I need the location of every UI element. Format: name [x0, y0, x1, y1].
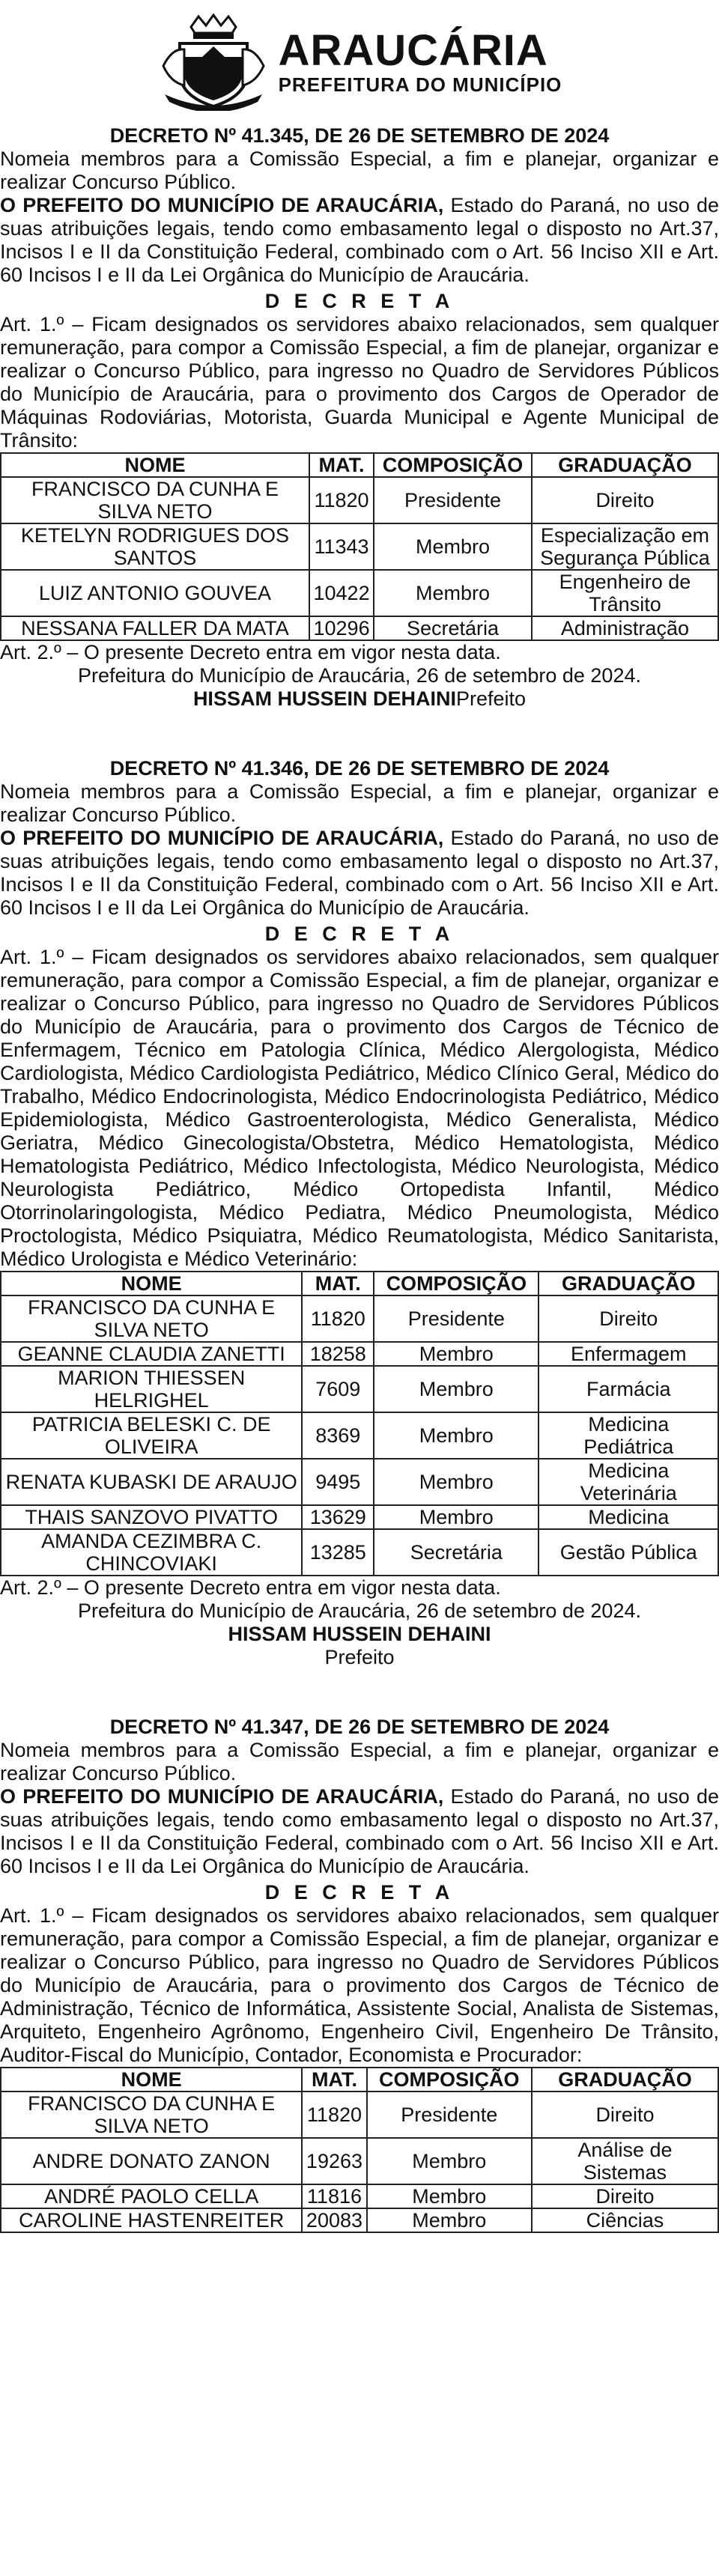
mat-cell: 9495 — [302, 1459, 374, 1505]
table-row — [1, 1529, 718, 1576]
header-cell: MAT. — [302, 1272, 374, 1295]
degree-cell: Medicina Pediátrica — [539, 1412, 718, 1459]
decree-preamble — [0, 194, 719, 287]
header-cell: MAT. — [302, 2068, 366, 2092]
preamble-bold: O PREFEITO DO MUNICÍPIO DE ARAUCÁRIA, — [0, 827, 444, 849]
degree-cell: Direito — [532, 2184, 718, 2208]
mat-cell: 7609 — [302, 1366, 374, 1412]
name-cell: ANDRE DONATO ZANON — [1, 2138, 302, 2184]
name-cell: NESSANA FALLER DA MATA — [1, 616, 309, 640]
mat-cell: 19263 — [302, 2138, 366, 2184]
degree-cell: Análise de Sistemas — [532, 2138, 718, 2184]
signer-role: Prefeito — [455, 687, 527, 710]
header-cell: COMPOSIÇÃO — [374, 453, 532, 477]
table-header-row — [1, 1272, 718, 1295]
table-row — [1, 523, 718, 570]
mat-cell: 18258 — [302, 1342, 374, 1366]
degree-cell: Medicina Veterinária — [539, 1459, 718, 1505]
header-cell: MAT. — [309, 453, 374, 477]
composition-cell: Membro — [374, 1342, 539, 1366]
preamble-text: Estado do Paraná, no uso de suas atribuições legais, tendo como embasamento legal o disposto no Art.37, Incisos I e II da Constituição Federal, combinado com o Art. 56 Inciso XII e Art. 60 Incisos I e II da Lei Orgânica do Município de Araucária. — [0, 1785, 719, 1877]
members-table — [0, 2067, 719, 2233]
table-row — [1, 1412, 718, 1459]
composition-cell: Membro — [374, 1459, 539, 1505]
name-cell: AMANDA CEZIMBRA C. CHINCOVIAKI — [1, 1529, 302, 1576]
decree-preamble — [0, 827, 719, 920]
header-cell: NOME — [1, 453, 309, 477]
table-row — [1, 1342, 718, 1366]
table-row — [1, 1295, 718, 1342]
name-cell: CAROLINE HASTENREITER — [1, 2208, 302, 2232]
table-row — [1, 570, 718, 616]
name-cell: GEANNE CLAUDIA ZANETTI — [1, 1342, 302, 1366]
composition-cell: Membro — [367, 2184, 532, 2208]
article-2: Art. 2.º – O presente Decreto entra em vigor nesta data. — [0, 1576, 501, 1599]
decreta-heading: D E C R E T A — [264, 923, 455, 945]
mat-cell: 8369 — [302, 1412, 374, 1459]
header-cell: GRADUAÇÃO — [532, 453, 718, 477]
composition-cell: Membro — [374, 523, 532, 570]
brand-name: ARAUCÁRIA — [278, 25, 548, 75]
decreta-heading: D E C R E T A — [264, 1881, 455, 1904]
mat-cell: 11816 — [302, 2184, 366, 2208]
mat-cell: 10422 — [309, 570, 374, 616]
name-cell: FRANCISCO DA CUNHA E SILVA NETO — [1, 1295, 302, 1342]
header-cell: NOME — [1, 2068, 302, 2092]
mat-cell: 11343 — [309, 523, 374, 570]
degree-cell: Direito — [532, 2092, 718, 2138]
members-table — [0, 452, 719, 641]
members-table — [0, 1271, 719, 1576]
degree-cell: Direito — [532, 477, 718, 523]
degree-cell: Enfermagem — [539, 1342, 718, 1366]
table-row — [1, 2138, 718, 2184]
masthead — [0, 6, 719, 118]
table-row — [1, 1459, 718, 1505]
signer-role: Prefeito — [324, 1646, 395, 1668]
composition-cell: Membro — [374, 1366, 539, 1412]
degree-cell: Administração — [532, 616, 718, 640]
name-cell: ANDRÉ PAOLO CELLA — [1, 2184, 302, 2208]
degree-cell: Direito — [539, 1295, 718, 1342]
decree-preamble — [0, 1785, 719, 1878]
composition-cell: Membro — [374, 1505, 539, 1529]
table-row — [1, 1366, 718, 1412]
mat-cell: 13629 — [302, 1505, 374, 1529]
mat-cell: 11820 — [302, 1295, 374, 1342]
name-cell: FRANCISCO DA CUNHA E SILVA NETO — [1, 477, 309, 523]
place-date: Prefeitura do Município de Araucária, 26 de setembro de 2024. — [78, 1600, 641, 1622]
mat-cell: 20083 — [302, 2208, 366, 2232]
article-1: Art. 1.º – Ficam designados os servidores abaixo relacionados, sem qualquer remuneração, para compor a Comissão Especial, a fim de planejar, organizar e realizar o Concurso Público, para ingresso no Quadro de Servidores Públicos do Município de Araucária, para o provimento dos Cargos de Operador de Máquinas Rodoviárias, Motorista, Guarda Municipal e Agente Municipal de Trânsito: — [0, 313, 719, 452]
preamble-text: Estado do Paraná, no uso de suas atribuições legais, tendo como embasamento legal o disposto no Art.37, Incisos I e II da Constituição Federal, combinado com o Art. 56 Inciso XII e Art. 60 Incisos I e II da Lei Orgânica do Município de Araucária. — [0, 194, 719, 286]
name-cell: FRANCISCO DA CUNHA E SILVA NETO — [1, 2092, 302, 2138]
table-row — [1, 2092, 718, 2138]
signer-name: HISSAM HUSSEIN DEHAINI — [228, 1623, 491, 1645]
table-row — [1, 1505, 718, 1529]
degree-cell: Ciências — [532, 2208, 718, 2232]
decree-41346 — [0, 757, 719, 1669]
preamble-bold: O PREFEITO DO MUNICÍPIO DE ARAUCÁRIA, — [0, 194, 444, 216]
header-cell: COMPOSIÇÃO — [374, 1272, 539, 1295]
degree-cell: Medicina — [539, 1505, 718, 1529]
table-header-row — [1, 2068, 718, 2092]
header-cell: GRADUAÇÃO — [539, 1272, 718, 1295]
header-cell: NOME — [1, 1272, 302, 1295]
decree-summary: Nomeia membros para a Comissão Especial, a fim e planejar, organizar e realizar Concurso Público. — [0, 1739, 719, 1784]
decree-summary: Nomeia membros para a Comissão Especial, a fim e planejar, organizar e realizar Concurso Público. — [0, 780, 719, 826]
decree-title: DECRETO Nº 41.347, DE 26 DE SETEMBRO DE 2024 — [109, 1716, 610, 1738]
article-2: Art. 2.º – O presente Decreto entra em vigor nesta data. — [0, 641, 501, 663]
decree-title: DECRETO Nº 41.346, DE 26 DE SETEMBRO DE 2024 — [109, 757, 610, 780]
composition-cell: Presidente — [374, 1295, 539, 1342]
mat-cell: 10296 — [309, 616, 374, 640]
preamble-bold: O PREFEITO DO MUNICÍPIO DE ARAUCÁRIA, — [0, 1785, 444, 1808]
name-cell: PATRICIA BELESKI C. DE OLIVEIRA — [1, 1412, 302, 1459]
composition-cell: Secretária — [374, 1529, 539, 1576]
table-row — [1, 477, 718, 523]
article-1: Art. 1.º – Ficam designados os servidores abaixo relacionados, sem qualquer remuneração, para compor a Comissão Especial, a fim de planejar, organizar e realizar o Concurso Público, para ingresso no Quadro de Servidores Públicos do Município de Araucária, para o provimento dos Cargos de Técnico de Enfermagem, Técnico em Patologia Clínica, Médico Alergologista, Médico Cardiologista, Médico Cardiologista Pediátrico, Médico Clínico Geral, Médico do Trabalho, Médico Endocrinologista, Médico Endocrinologista Pediátrico, Médico Epidemiologista, Médico Gastroenterologista, Médico Generalista, Médico Geriatra, Médico Ginecologista/Obstetra, Médico Hematologista, Médico Hematologista Pediátrico, Médico Infectologista, Médico Neurologista, Médico Neurologista Pediátrico, Médico Ortopedista Infantil, Médico Otorrinolaringologista, Médico Pediatra, Médico Pneumologista, Médico Proctologista, Médico Psiquiatra, Médico Reumatologista, Médico Sanitarista, Médico Urologista e Médico Veterinário: — [0, 946, 719, 1270]
decree-41345 — [0, 124, 719, 711]
composition-cell: Presidente — [374, 477, 532, 523]
name-cell: MARION THIESSEN HELRIGHEL — [1, 1366, 302, 1412]
decreta-heading: D E C R E T A — [264, 290, 455, 312]
mat-cell: 11820 — [302, 2092, 366, 2138]
brand — [278, 25, 562, 97]
signature-block — [0, 687, 719, 711]
place-date: Prefeitura do Município de Araucária, 26 de setembro de 2024. — [78, 664, 641, 687]
table-row — [1, 2184, 718, 2208]
name-cell: RENATA KUBASKI DE ARAUJO — [1, 1459, 302, 1505]
name-cell: THAIS SANZOVO PIVATTO — [1, 1505, 302, 1529]
table-row — [1, 2208, 718, 2232]
degree-cell: Gestão Pública — [539, 1529, 718, 1576]
signer-name: HISSAM HUSSEIN DEHAINI — [192, 687, 456, 710]
brand-subtitle: PREFEITURA DO MUNICÍPIO — [278, 73, 562, 96]
decree-41347 — [0, 1716, 719, 2233]
mat-cell: 11820 — [309, 477, 374, 523]
composition-cell: Membro — [374, 1412, 539, 1459]
composition-cell: Presidente — [367, 2092, 532, 2138]
composition-cell: Membro — [367, 2208, 532, 2232]
table-row — [1, 616, 718, 640]
preamble-text: Estado do Paraná, no uso de suas atribuições legais, tendo como embasamento legal o disposto no Art.37, Incisos I e II da Constituição Federal, combinado com o Art. 56 Inciso XII e Art. 60 Incisos I e II da Lei Orgânica do Município de Araucária. — [0, 827, 719, 919]
municipal-crest-icon — [157, 13, 270, 111]
composition-cell: Membro — [374, 570, 532, 616]
header-cell: COMPOSIÇÃO — [367, 2068, 532, 2092]
table-header-row — [1, 453, 718, 477]
header-cell: GRADUAÇÃO — [532, 2068, 718, 2092]
name-cell: LUIZ ANTONIO GOUVEA — [1, 570, 309, 616]
article-1: Art. 1.º – Ficam designados os servidores abaixo relacionados, sem qualquer remuneração, para compor a Comissão Especial, a fim de planejar, organizar e realizar o Concurso Público, para ingresso no Quadro de Servidores Públicos do Município de Araucária, para o provimento dos Cargos de Técnico de Administração, Técnico de Informática, Assistente Social, Analista de Sistemas, Arquiteto, Engenheiro Agrônomo, Engenheiro Civil, Engenheiro De Trânsito, Auditor-Fiscal do Município, Contador, Economista e Procurador: — [0, 1904, 719, 2066]
decree-title: DECRETO Nº 41.345, DE 26 DE SETEMBRO DE 2024 — [109, 124, 610, 147]
composition-cell: Secretária — [374, 616, 532, 640]
name-cell: KETELYN RODRIGUES DOS SANTOS — [1, 523, 309, 570]
decree-summary: Nomeia membros para a Comissão Especial, a fim e planejar, organizar e realizar Concurso Público. — [0, 148, 719, 193]
composition-cell: Membro — [367, 2138, 532, 2184]
degree-cell: Farmácia — [539, 1366, 718, 1412]
degree-cell: Especialização em Segurança Pública — [532, 523, 718, 570]
mat-cell: 13285 — [302, 1529, 374, 1576]
degree-cell: Engenheiro de Trânsito — [532, 570, 718, 616]
